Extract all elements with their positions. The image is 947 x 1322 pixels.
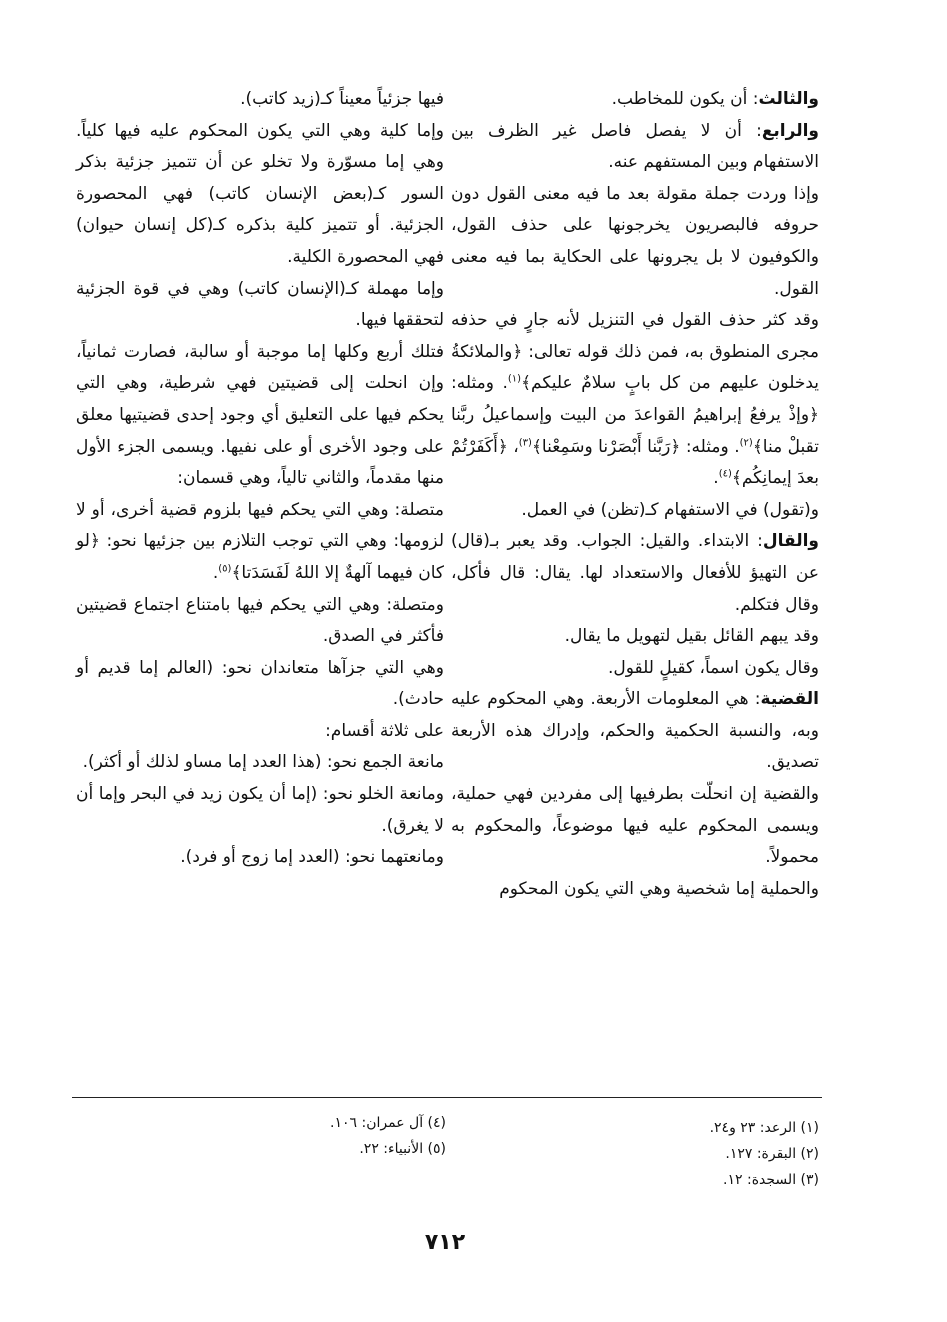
paragraph: وقد كثر حذف القول في التنزيل لأنه جارٍ في حذفه مجرى المنطوق به، فمن ذلك قوله تعالى: ﴿والملائكةُ يدخلون عليهم من كل بابٍ سلامٌ عليكم﴾$^{(١)}$. ومثله: ﴿وإذْ يرفعُ إبراهيمُ القواعدَ من البيت وإسماعيلُ ربَّنا تقبلْ منا﴾$^{(٢)}$. ومثله: ﴿رَبَّنا أَبْصَرْنا وسَمِعْنا﴾$^{(٣)}$، ﴿أَكَفَرْتُمْ بعدَ إيمانِكُم﴾$^{(٤)}$. <box>451 310 819 489</box>
paragraph: وقال يكون اسماً، كقيلٍ للقول. <box>608 657 819 678</box>
footnote-ref: (٢) <box>739 436 753 448</box>
paragraph: وإما مهملة كـ(الإنسان كاتب) وهي في قوة الجزئية لتحققها فيها. <box>76 278 444 331</box>
paragraph: فتلك أربع وكلها إما موجبة أو سالبة، فصارت ثمانياً، وإن انحلت إلى قضيتين فهي شرطية، وهي التي يحكم فيها على التعليق أي وجود إحدى قضيتيها معلق على وجود الأخرى أو على نفيها. ويسمى الجزء الأول منها مقدماً، والثاني تالياً، وهي قسمان: <box>76 341 444 489</box>
footnote-ref: (١) <box>507 373 522 385</box>
footnote-divider <box>72 1097 822 1098</box>
paragraph: ومانعة الخلو نحو: (إما أن يكون زيد في البحر وإما أن لا يغرق). <box>76 784 444 836</box>
paragraph: وهي التي جزآها متعاندان نحو: (العالم إما قديم أو حادث). <box>76 657 444 710</box>
footnotes-right <box>479 1115 819 1193</box>
paragraph: وإذا وردت جملة مقولة بعد ما فيه معنى القول دون حروفه فالبصريون يخرجونها على حذف القول، والكوفيون لا بل يجرونها على الحكاية بما فيه معنى القول. <box>451 183 819 299</box>
paragraph: ومتصلة: وهي التي يحكم فيها بامتناع اجتماع قضيتين فأكثر في الصدق. <box>76 594 444 647</box>
footnote: (٥) الأنبياء: ٢٢. <box>359 1141 446 1157</box>
footnote: (٤) آل عمران: ١٠٦. <box>330 1115 446 1131</box>
footnote: (٢) البقرة: ١٢٧. <box>725 1146 819 1162</box>
paragraph: و(تقول) في الاستفهام كـ(تظن) في العمل. <box>521 499 819 520</box>
paragraph: والحملية إما شخصية وهي التي يكون المحكوم <box>499 878 819 899</box>
paragraph: مانعة الجمع نحو: (هذا العدد إما مساو لذلك أو أكثر). <box>82 752 444 773</box>
paragraph: والثالث: أن يكون للمخاطب. <box>611 89 819 109</box>
paragraph: وإما كلية وهي التي يكون المحكوم عليه فيها كلياً. وهي إما مسوّرة ولا تخلو عن أن تتميز جزئية بذكر السور كـ(بعض الإنسان كاتب) فهي المحصورة الجزئية. أو تتميز كلية بذكره كـ(كل إنسان حيوان) فهي المحصورة الكلية. <box>76 120 444 267</box>
page-number: ٧١٢ <box>424 1230 466 1255</box>
paragraph: متصلة: وهي التي يحكم فيها بلزوم قضية أخرى، أو لا لزومها: وهي التي توجب التلازم بين جزئيها نحو: ﴿لو كان فيهما آلهةٌ إلا اللهُ لَفَسَدَتا﴾$^{(٥)}$. <box>76 499 444 583</box>
paragraph: على ثلاثة أقسام: <box>325 720 444 741</box>
paragraph: القضية: هي المعلومات الأربعة. وهي المحكوم عليه وبه، والنسبة الحكمية والحكم، وإدراك هذه الأربعة تصديق. <box>451 689 819 773</box>
paragraph: والقال: الابتداء. والقيل: الجواب. وقد يعبر بـ(قال) عن التهيؤ للأفعال والاستعداد لها. يقال: قال فأكل، وقال فتكلم. <box>451 531 819 615</box>
footnote: (١) الرعد: ٢٣ و٢٤. <box>709 1120 819 1136</box>
paragraph: وقد يبهم القائل بقيل لتهويل ما يقال. <box>564 626 819 647</box>
footnote-ref: (٤) <box>718 468 732 480</box>
footnote-ref: (٥) <box>218 563 232 575</box>
footnotes-left <box>76 1110 446 1162</box>
paragraph: والقضية إن انحلّت بطرفيها إلى مفردين فهي حملية، ويسمى المحكوم عليه فيها موضوعاً، والمحكوم به محمولاً. <box>451 784 819 868</box>
left-column <box>76 84 444 874</box>
footnote: (٣) السجدة: ١٢. <box>723 1172 819 1188</box>
paragraph: ومانعتهما نحو: (العدد إما زوج أو فرد). <box>180 847 444 868</box>
paragraph: فيها جزئياً معيناً كـ(زيد كاتب). <box>240 89 444 109</box>
footnote-ref: (٣) <box>518 436 532 448</box>
paragraph: والرابع: أن لا يفصل فاصل غير الظرف بين الاستفهام وبين المستفهم عنه. <box>451 120 819 173</box>
right-column <box>451 84 819 905</box>
